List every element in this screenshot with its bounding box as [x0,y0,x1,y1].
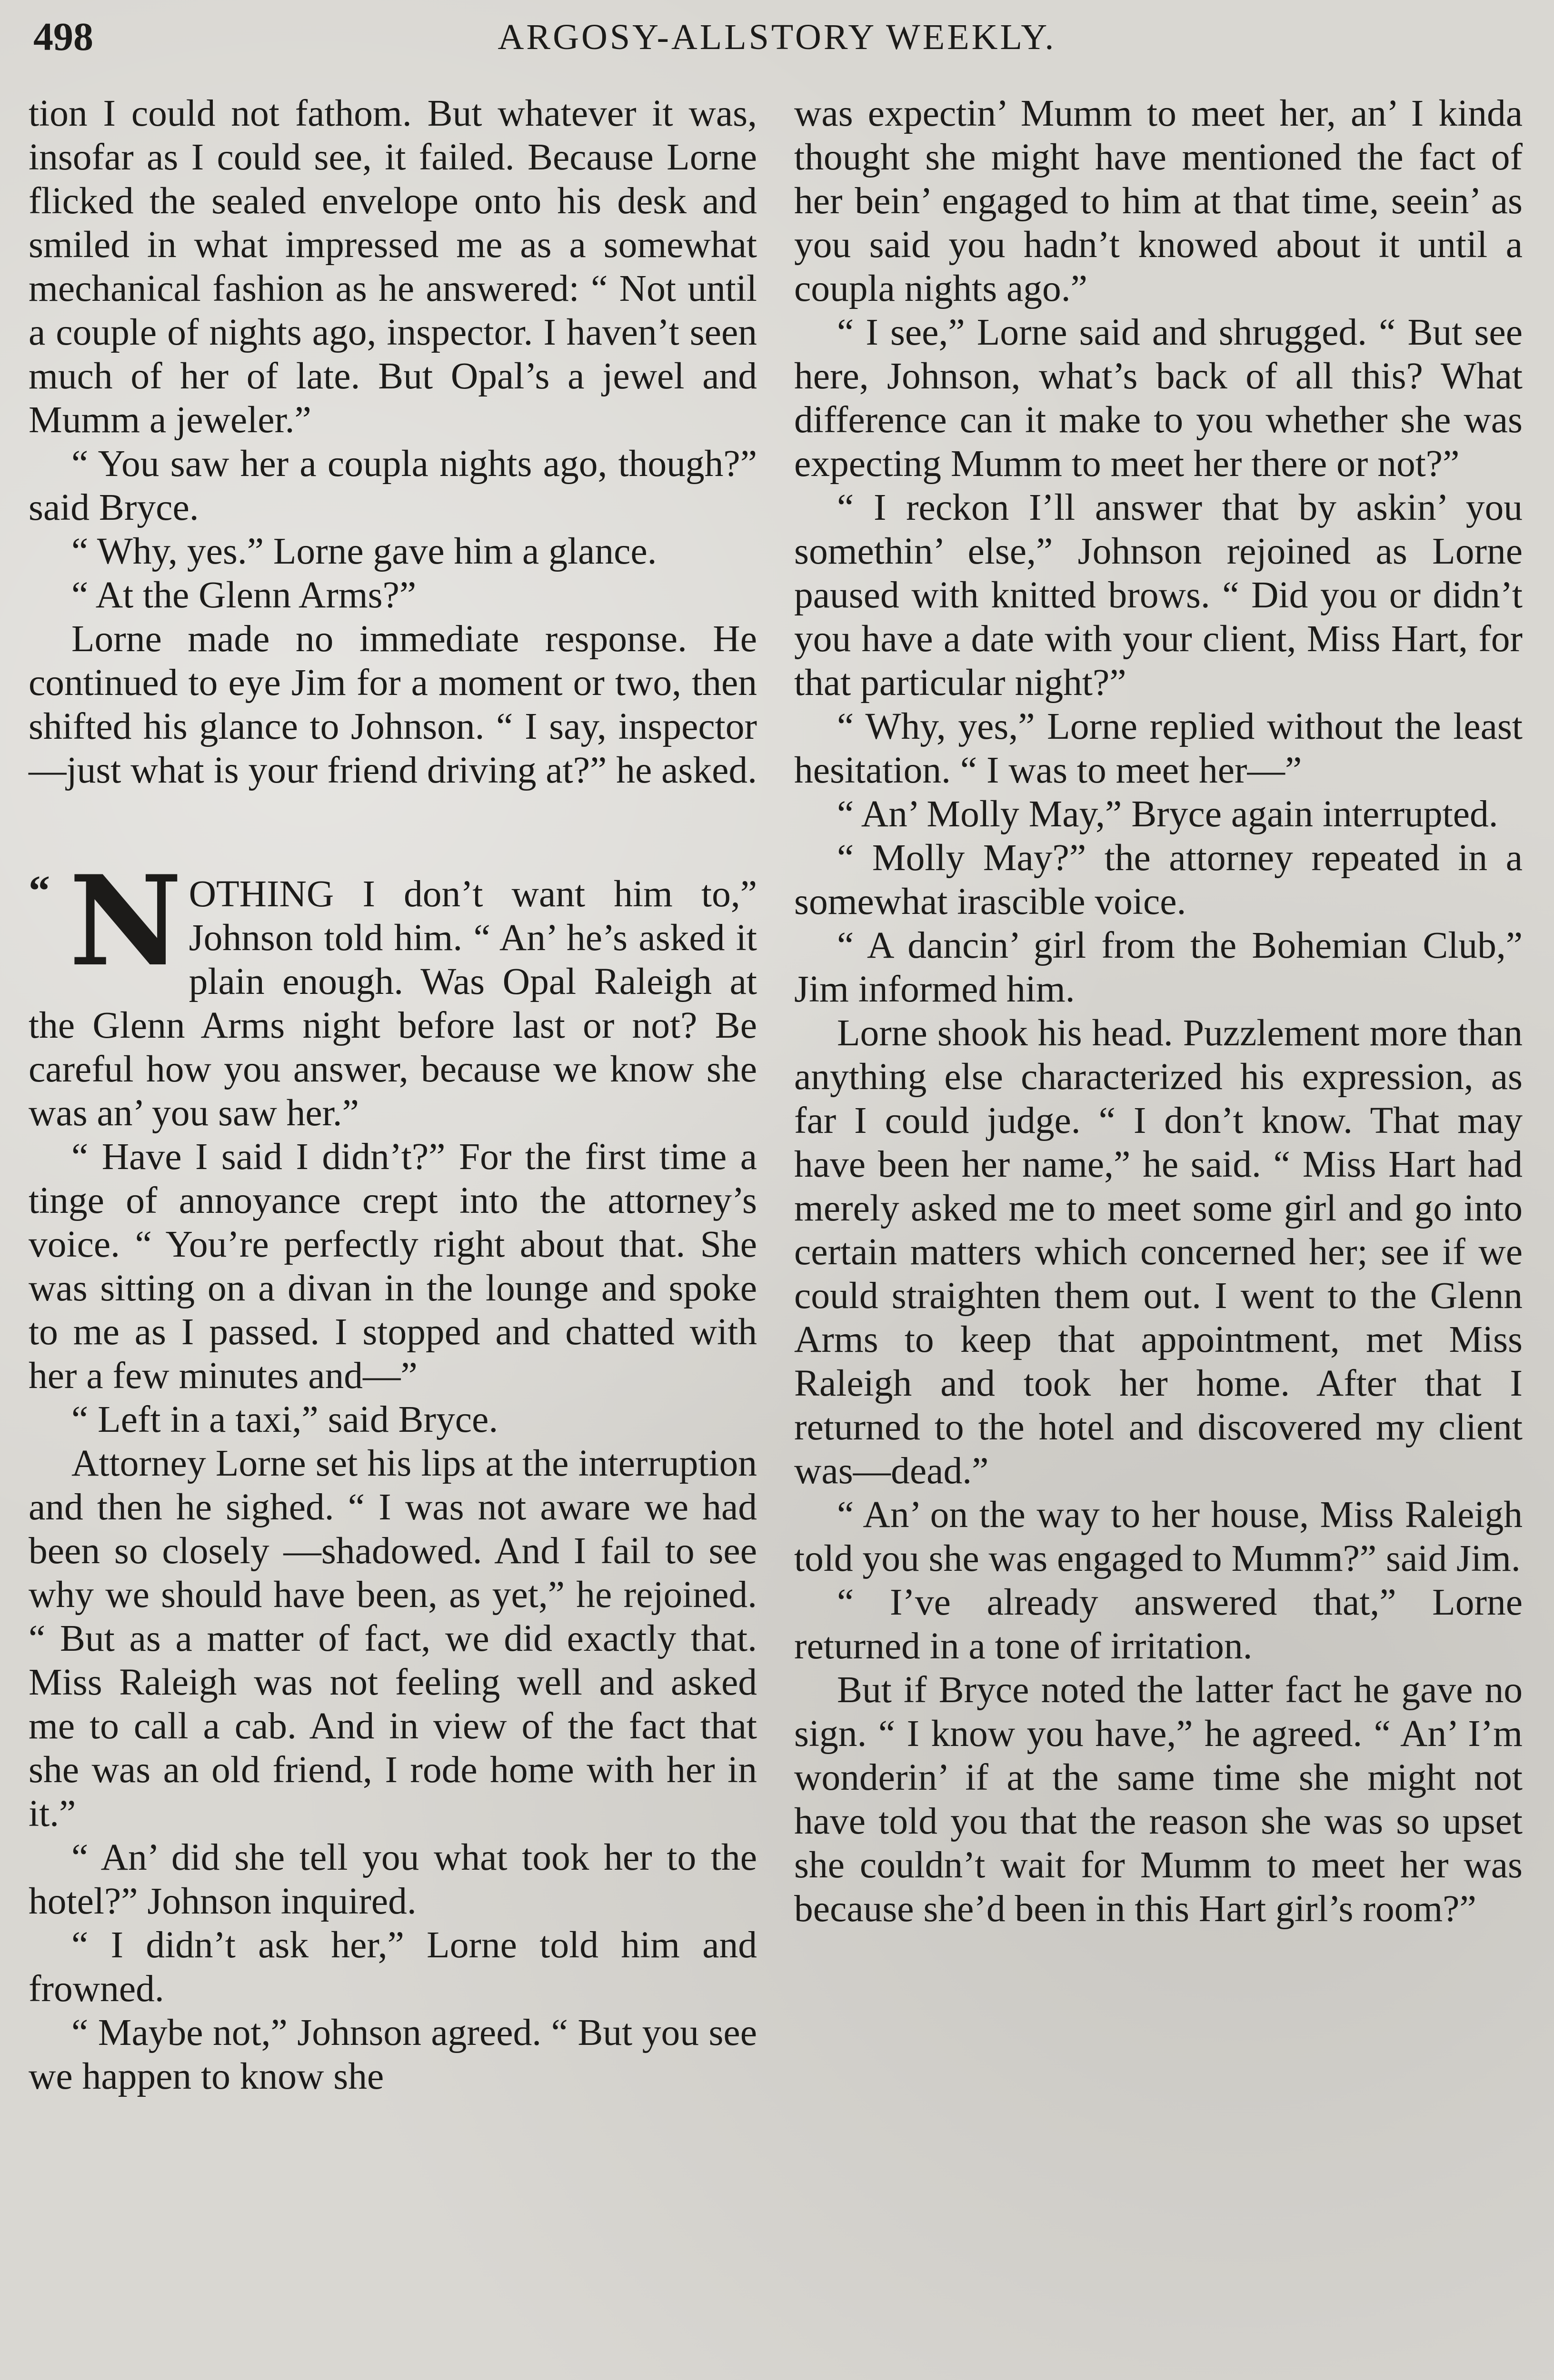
paragraph: “ An’ on the way to her house, Miss Raleigh told you she was engaged to Mumm?” said Jim. [794,1494,1523,1579]
paragraph: “ You saw her a coupla nights ago, though?” said Bryce. [29,443,757,528]
paragraph: “ I reckon I’ll answer that by askin’ you somethin’ else,” Johnson rejoined as Lorne paused with knitted brows. “ Did you or didn’t you have a date with your client, Miss Hart, for that particular night?” [794,486,1523,704]
right-column [794,91,1523,1931]
opening-quote-mark: “ [29,867,50,914]
paragraph: “ Left in a taxi,” said Bryce. [71,1398,498,1440]
paragraph: “ At the Glenn Arms?” [71,574,417,616]
paragraph: “ An’ did she tell you what took her to the hotel?” Johnson inquired. [29,1836,757,1922]
paragraph: “ Why, yes,” Lorne replied without the least hesitation. “ I was to meet her—” [794,705,1523,791]
left-column [29,91,757,2098]
paragraph: “ I’ve already answered that,” Lorne returned in a tone of irritation. [794,1581,1523,1667]
paragraph: Lorne made no immediate response. He continued to eye Jim for a moment or two, then shifted his glance to Johnson. “ I say, inspector—just what is your friend driving at?” he asked. [29,618,757,791]
paragraph: was expectin’ Mumm to meet her, an’ I kinda thought she might have mentioned the fact of her bein’ engaged to him at that time, seein’ as you said you hadn’t knowed about it until a coupla nights ago.” [794,92,1523,309]
page-header [29,9,1525,66]
drop-cap: N [69,849,182,994]
paragraph: Lorne shook his head. Puzzlement more than anything else characterized his expression, as far I could judge. “ I don’t know. That may have been her name,” he said. “ Miss Hart had merely asked me to meet some girl and go into certain matters which concerned her; see if we could straighten them out. I went to the Glenn Arms to keep that appointment, met Miss Raleigh and took her home. After that I returned to the hotel and discovered my client was—dead.” [794,1012,1523,1492]
page-number: 498 [33,15,93,59]
paragraph: tion I could not fathom. But whatever it was, insofar as I could see, it failed. Because Lorne flicked the sealed envelope onto his desk and smiled in what impressed me as a somewhat mechanical fashion as he answered: “ Not until a couple of nights ago, inspector. I haven’t seen much of her of late. But Opal’s a jewel and Mumm a jeweler.” [29,92,757,441]
running-head: ARGOSY-ALLSTORY WEEKLY. [498,17,1056,57]
paragraph: “ Have I said I didn’t?” For the first time a tinge of annoyance crept into the attorney’s voice. “ You’re perfectly right about that. She was sitting on a divan in the lounge and spoke to me as I passed. I stopped and chatted with her a few minutes and—” [29,1136,757,1397]
paragraph: “ Why, yes.” Lorne gave him a glance. [71,530,657,572]
paragraph: But if Bryce noted the latter fact he gave no sign. “ I know you have,” he agreed. “ An’ I’m wonderin’ if at the same time she might not have told you that the reason she was so upset she couldn’t wait for Mumm to meet her was because she’d been in this Hart girl’s room?” [794,1669,1523,1930]
paragraph: “ I didn’t ask her,” Lorne told him and frowned. [29,1924,757,2010]
paragraph: Attorney Lorne set his lips at the interruption and then he sighed. “ I was not aware we had been so closely —shadowed. And I fail to see why we should have been, as yet,” he rejoined. “ But as a matter of fact, we did exactly that. Miss Raleigh was not feeling well and asked me to call a cab. And in view of the fact that she was an old friend, I rode home with her in it.” [29,1442,757,1835]
paragraph: “ Maybe not,” Johnson agreed. “ But you see we happen to know she [29,2012,757,2097]
paragraph: “ Molly May?” the attorney repeated in a somewhat irascible voice. [794,837,1523,922]
paragraph: “ A dancin’ girl from the Bohemian Club,” Jim informed him. [794,924,1523,1010]
paragraph: “ An’ Molly May,” Bryce again interrupted. [837,793,1498,835]
paragraph: “ I see,” Lorne said and shrugged. “ But see here, Johnson, what’s back of all this? What difference can it make to you whether she was expecting Mumm to meet her there or not?” [794,311,1523,485]
section-opening-text: OTHING I don’t want him to,” Johnson told him. “ An’ he’s asked it plain enough. Was Opal Raleigh at the Glenn Arms night before last or not? Be careful how you answer, because we know she was an’ you saw her.” [29,873,757,1134]
section-opening-paragraph [29,849,757,1135]
